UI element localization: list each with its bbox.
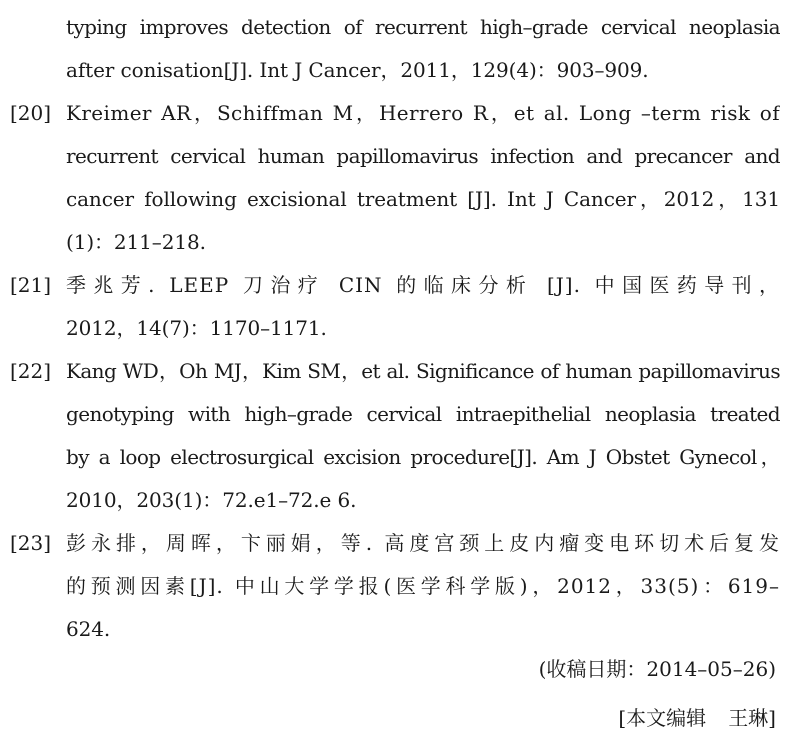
reference-entry [10, 6, 780, 92]
reference-text-line: 季兆芳. LEEP 刀治疗 CIN 的临床分析 [J]. 中国医药导刊， [66, 273, 780, 297]
reference-number: [22] [10, 359, 52, 383]
reference-text-line: 的预测因素[J]. 中山大学学报(医学科学版)，2012，33(5)：619– [66, 574, 780, 598]
reference-number: [23] [10, 531, 52, 555]
reference-text-line: typing improves detection of recurrent high–grade cervical neoplasia [66, 15, 780, 39]
reference-list [10, 6, 780, 651]
reference-text-line: genotyping with high–grade cervical intraepithelial neoplasia treated [66, 402, 780, 426]
reference-entry [10, 264, 780, 350]
editor-label: [本文编辑 [618, 706, 707, 730]
reference-text-line: cancer following excisional treatment [J]. Int J Cancer，2012，131 [66, 187, 780, 211]
reference-entry [10, 92, 780, 264]
editor-name: 王琳] [728, 706, 776, 730]
reference-text-line: after conisation[J]. Int J Cancer，2011，129(4)：903–909. [66, 58, 649, 82]
reference-text-line: 2012，14(7)：1170–1171. [66, 316, 327, 340]
reference-text-line: by a loop electrosurgical excision procedure[J]. Am J Obstet Gynecol， [66, 445, 780, 469]
editor-credit [618, 697, 776, 740]
reference-text-line: recurrent cervical human papillomavirus infection and precancer and [66, 144, 780, 168]
reference-text-line: 2010，203(1)：72.e1–72.e 6. [66, 488, 357, 512]
reference-text-line: 彭永排，周晖，卞丽娟，等. 高度宫颈上皮内瘤变电环切术后复发 [66, 531, 780, 555]
received-date: (收稿日期：2014–05–26) [538, 657, 776, 681]
reference-entry [10, 522, 780, 651]
reference-entry [10, 350, 780, 522]
reference-text-line: Kang WD，Oh MJ，Kim SM，et al. Significance of human papillomavirus [66, 359, 780, 383]
reference-text-line: Kreimer AR，Schiffman M，Herrero R，et al. Long –term risk of [66, 101, 780, 125]
reference-text-line: (1)：211–218. [66, 230, 206, 254]
reference-text-line: 624. [66, 617, 111, 641]
reference-number: [20] [10, 101, 52, 125]
reference-number: [21] [10, 273, 52, 297]
